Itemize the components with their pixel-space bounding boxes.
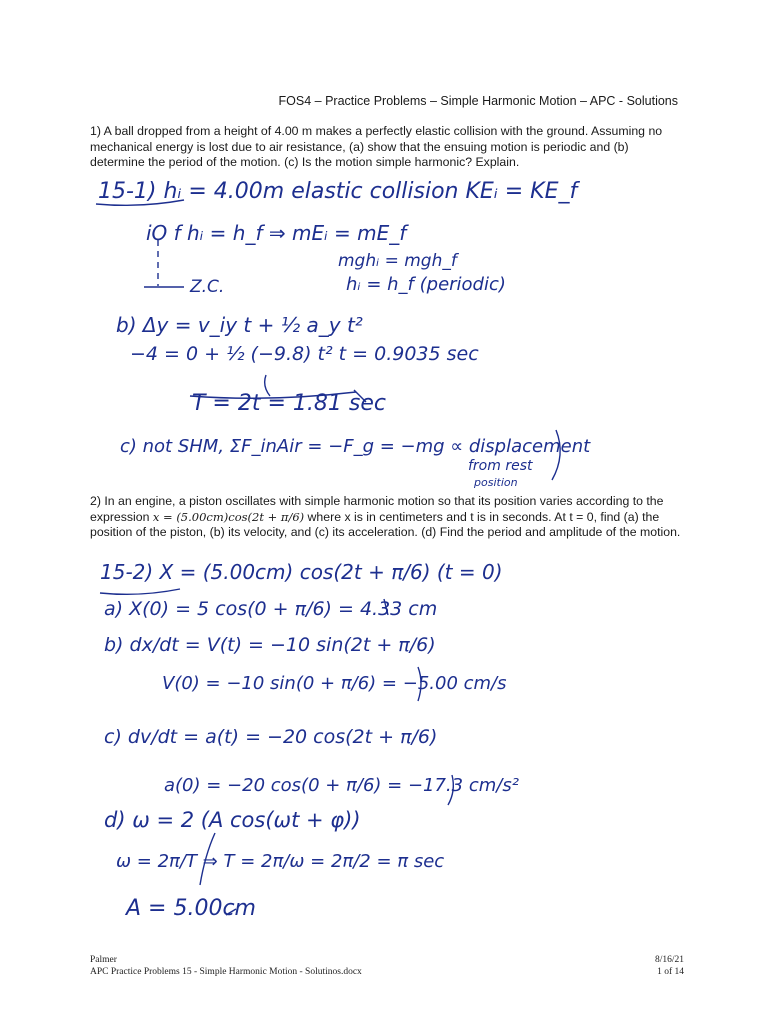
- footer-left: [90, 955, 362, 978]
- handwritten-solution-1: [0, 170, 768, 490]
- footer-filename: APC Practice Problems 15 - Simple Harmonic Motion - Solutinos.docx: [90, 966, 362, 977]
- sol1-line11: position: [474, 476, 518, 489]
- sol2-line6: a(0) = −20 cos(0 + π/6) = −17.3 cm/s²: [164, 775, 519, 796]
- problem-1-statement: 1) A ball dropped from a height of 4.00 m makes a perfectly elastic collision with the ground. Assuming no mechanical energy is lost due to air resistance, (a) show that the ensuing motion is periodic and (b) determine the period of the motion. (c) Is the motion simple harmonic? Explain.: [90, 124, 663, 169]
- footer-author: Palmer: [90, 955, 117, 965]
- sol2-line5: c) dv/dt = a(t) = −20 cos(2t + π/6): [104, 726, 438, 748]
- sol1-line7: −4 = 0 + ½ (−9.8) t² t = 0.9035 sec: [130, 343, 479, 365]
- sol2-line3: b) dx/dt = V(t) = −10 sin(2t + π/6): [104, 634, 436, 656]
- sol2-line9: A = 5.00cm: [126, 896, 256, 921]
- footer-right: [655, 955, 684, 978]
- sol1-line9: c) not SHM, ΣF_inAir = −F_g = −mg ∝ displacement: [120, 436, 591, 457]
- sol2-line2: a) X(0) = 5 cos(0 + π/6) = 4.33 cm: [104, 598, 438, 620]
- sol1-line1: 15-1) hᵢ = 4.00m elastic collision KEᵢ = KE_f: [98, 179, 578, 204]
- footer-date: 8/16/21: [654, 955, 684, 965]
- sol2-line7: d) ω = 2 (A cos(ωt + φ)): [104, 808, 361, 832]
- page-header: FOS4 – Practice Problems – Simple Harmonic Motion – APC - Solutions: [278, 94, 678, 108]
- problem-2-expression: x = (5.00cm)cos(2t + π/6): [152, 509, 305, 524]
- sol2-line8: ω = 2π/T ⇒ T = 2π/ω = 2π/2 = π sec: [116, 851, 445, 872]
- footer-page-number: 1 of 14: [657, 966, 684, 977]
- sol2-line1: 15-2) X = (5.00cm) cos(2t + π/6) (t = 0): [100, 560, 503, 584]
- sol2-line4: V(0) = −10 sin(0 + π/6) = −5.00 cm/s: [162, 673, 507, 694]
- underline-stroke: [100, 589, 180, 594]
- problem-2-text-after: where x is in centimeters and t is in seconds. At t = 0, find (a) the position of the piston, (b) its velocity, and (c) its acceleration. (d) Find the period and amplitude of the motion.: [90, 509, 681, 539]
- sol1-line4: hᵢ = h_f (periodic): [346, 274, 506, 295]
- sol1-line10: from rest: [468, 458, 533, 474]
- sol1-line2: iO f hᵢ = h_f ⇒ mEᵢ = mE_f: [146, 221, 407, 245]
- sol1-line5: Z.C.: [190, 277, 225, 297]
- handwritten-solution-2: [0, 555, 768, 935]
- sol1-line6: b) Δy = v_iy t + ½ a_y t²: [116, 313, 363, 337]
- sol1-line8: T = 2t = 1.81 sec: [192, 391, 386, 416]
- sol1-line3: mghᵢ = mgh_f: [338, 251, 457, 271]
- problem-2-statement: [90, 494, 682, 541]
- problem-2-text-before: 2) In an engine, a piston oscillates with simple harmonic motion so that its position varies according to the expression: [90, 494, 664, 524]
